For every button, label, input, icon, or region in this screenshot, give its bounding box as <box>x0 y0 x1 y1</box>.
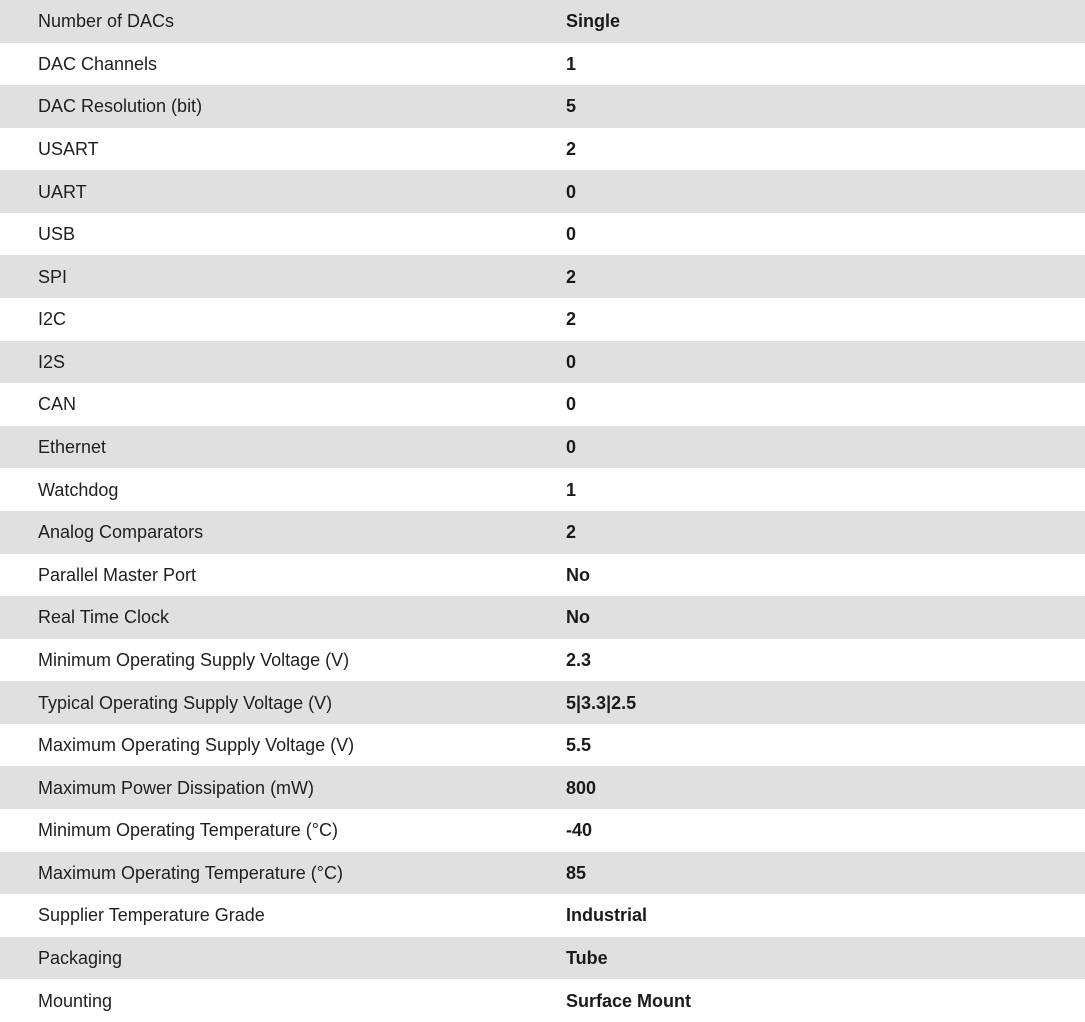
spec-value: 1 <box>566 53 577 74</box>
spec-value: 2 <box>566 309 577 330</box>
spec-value: Industrial <box>566 905 648 926</box>
spec-row <box>0 468 1085 511</box>
spec-label: SPI <box>38 266 68 287</box>
spec-row <box>0 809 1085 852</box>
spec-value: 5.5 <box>566 735 592 756</box>
spec-row <box>0 213 1085 256</box>
spec-row <box>0 766 1085 809</box>
spec-row <box>0 979 1085 1022</box>
spec-label: Mounting <box>38 990 113 1011</box>
spec-value: 0 <box>566 437 577 458</box>
spec-row <box>0 255 1085 298</box>
spec-label: Maximum Operating Temperature (°C) <box>38 862 343 883</box>
spec-label: Packaging <box>38 948 123 968</box>
spec-label: Analog Comparators <box>38 522 204 543</box>
spec-value: 2 <box>566 522 577 543</box>
spec-row <box>0 681 1085 724</box>
spec-row <box>0 170 1085 213</box>
spec-value: 0 <box>566 394 577 415</box>
spec-label: Watchdog <box>38 479 119 500</box>
spec-row <box>0 85 1085 128</box>
spec-label: DAC Channels <box>38 53 158 74</box>
spec-label: Supplier Temperature Grade <box>38 905 265 926</box>
spec-row <box>0 43 1085 86</box>
spec-row <box>0 128 1085 171</box>
spec-value: 0 <box>566 224 577 245</box>
spec-row <box>0 894 1085 937</box>
spec-value: Surface Mount <box>566 990 692 1011</box>
spec-row <box>0 724 1085 767</box>
spec-value: No <box>566 607 590 628</box>
spec-value: 2.3 <box>566 649 592 670</box>
spec-row <box>0 426 1085 469</box>
spec-value: 85 <box>566 862 587 883</box>
spec-row <box>0 511 1085 554</box>
spec-label: DAC Resolution (bit) <box>38 96 203 117</box>
spec-row <box>0 298 1085 341</box>
spec-label: USB <box>38 224 76 245</box>
spec-label: UART <box>38 181 87 202</box>
spec-row <box>0 341 1085 384</box>
spec-row <box>0 639 1085 682</box>
spec-value: 2 <box>566 266 577 287</box>
spec-label: Minimum Operating Supply Voltage (V) <box>38 649 350 670</box>
spec-label: Real Time Clock <box>38 607 170 628</box>
spec-row <box>0 383 1085 426</box>
spec-value: 5|3.3|2.5 <box>566 692 637 713</box>
spec-label: Parallel Master Port <box>38 564 197 585</box>
spec-row <box>0 0 1085 43</box>
spec-label: I2C <box>38 309 67 330</box>
spec-label: CAN <box>38 394 77 415</box>
spec-label: Maximum Power Dissipation (mW) <box>38 777 315 798</box>
spec-row <box>0 554 1085 597</box>
spec-value: No <box>566 564 590 585</box>
spec-value: 2 <box>566 139 577 160</box>
spec-value: 800 <box>566 777 597 798</box>
spec-value: 0 <box>566 181 577 202</box>
spec-row <box>0 596 1085 639</box>
spec-row <box>0 937 1085 980</box>
spec-label: I2S <box>38 351 66 372</box>
spec-value: Single <box>566 11 621 32</box>
spec-value: Tube <box>566 948 608 968</box>
spec-label: Number of DACs <box>38 11 175 32</box>
spec-label: USART <box>38 139 99 160</box>
spec-label: Typical Operating Supply Voltage (V) <box>38 692 333 713</box>
spec-value: 5 <box>566 96 577 117</box>
spec-label: Minimum Operating Temperature (°C) <box>38 820 338 841</box>
spec-label: Maximum Operating Supply Voltage (V) <box>38 735 355 756</box>
spec-row <box>0 852 1085 895</box>
spec-label: Ethernet <box>38 437 107 458</box>
spec-value: 0 <box>566 351 577 372</box>
spec-value: 1 <box>566 479 577 500</box>
spec-value: -40 <box>566 820 593 841</box>
